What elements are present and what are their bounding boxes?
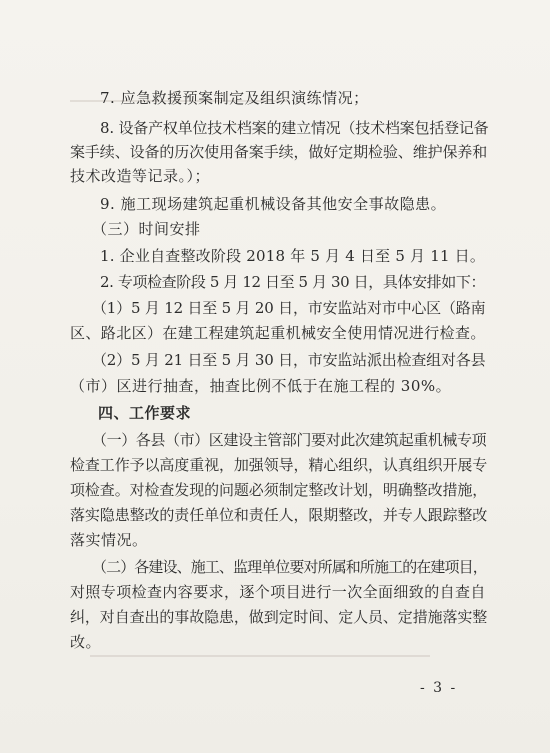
text-line: 案手续、设备的历次使用备案手续，做好定期检验、维护保养和: [70, 143, 488, 161]
section-subheading: （三）时间安排: [92, 220, 201, 238]
text-line: （2）5 月 21 日至 5 月 30 日，市安监站派出检查组对各县: [92, 351, 486, 369]
text-line: 对照专项检查内容要求，逐个项目进行一次全面细致的自查自: [70, 583, 486, 601]
section-heading: 四、工作要求: [98, 404, 192, 422]
text-line: 2. 专项检查阶段 5 月 12 日至 5 月 30 日，具体安排如下：: [100, 273, 486, 291]
text-line: （一）各县（市）区建设主管部门要对此次建筑起重机械专项: [92, 431, 487, 449]
text-line: 8. 设备产权单位技术档案的建立情况（技术档案包括登记备: [100, 119, 489, 137]
page-number: - 3 -: [420, 680, 458, 696]
text-line: 技术改造等记录。）；: [70, 167, 211, 185]
text-line: （1）5 月 12 日至 5 月 20 日，市安监站对市中心区（路南: [92, 299, 486, 317]
text-line: 7. 应急救援预案制定及组织演练情况；: [100, 89, 369, 107]
text-line: 落实隐患整改的责任单位和责任人，限期整改，并专人跟踪整改: [70, 506, 488, 524]
text-line: 1. 企业自查整改阶段 2018 年 5 月 4 日至 5 月 11 日。: [100, 247, 486, 265]
text-line: （市）区进行抽查，抽查比例不低于在施工程的 30%。: [70, 377, 452, 395]
text-line: 9. 施工现场建筑起重机械设备其他安全事故隐患。: [100, 195, 447, 213]
text-line: 纠，对自查出的事故隐患，做到定时间、定人员、定措施落实整: [70, 608, 488, 626]
text-line: （二）各建设、施工、监理单位要对所属和所施工的在建项目，: [92, 558, 487, 576]
text-line: 项检查。对检查发现的问题必须制定整改计划，明确整改措施，: [70, 481, 488, 499]
text-line: 区、路北区）在建工程建筑起重机械安全使用情况进行检查。: [70, 324, 486, 342]
text-line: 落实情况。: [70, 531, 148, 549]
text-line: 检查工作予以高度重视，加强领导，精心组织，认真组织开展专: [70, 456, 488, 474]
text-line: 改。: [70, 633, 102, 651]
show-through-mark: [90, 655, 430, 657]
